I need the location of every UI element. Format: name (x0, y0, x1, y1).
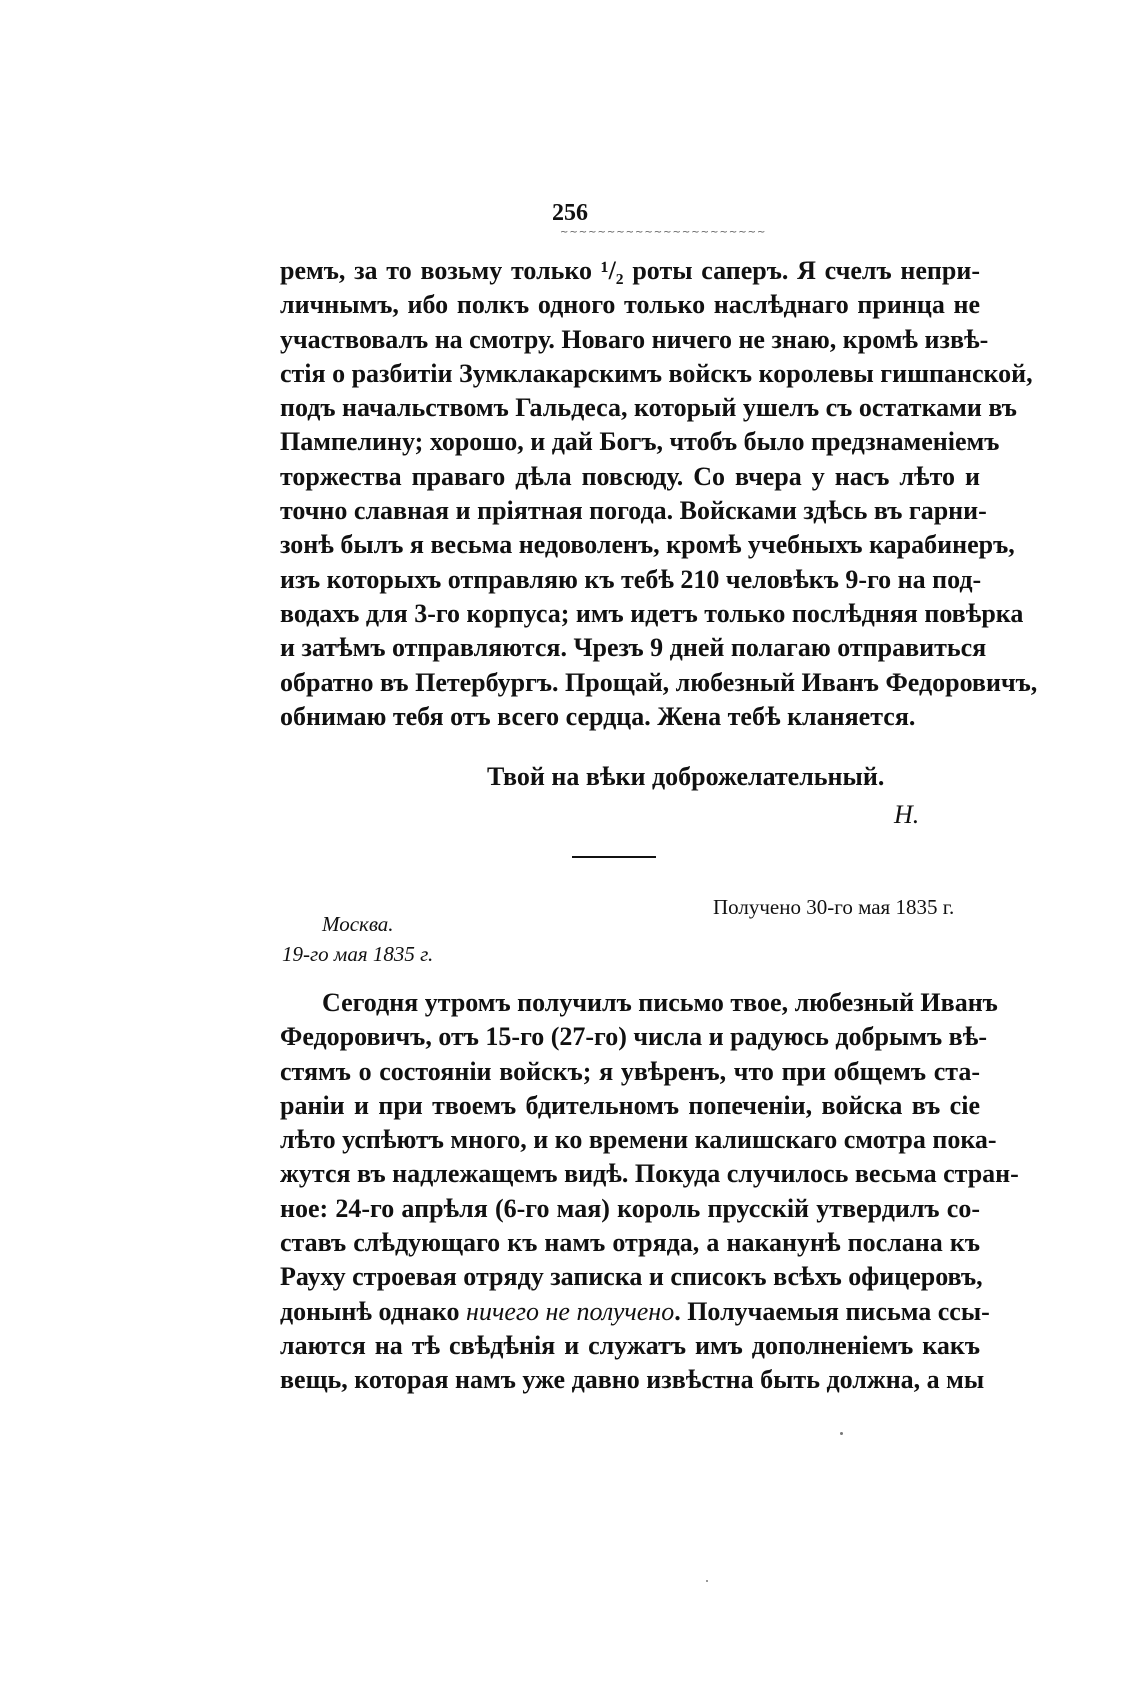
ornament-flourish: ~~~~~~~~~~~~~~~~~~~~~~ (560, 227, 767, 238)
text-line: жутся въ надлежащемъ видѣ. Покуда случилось весьма стран- (280, 1159, 1019, 1189)
text-line: ставъ слѣдующаго къ намъ отряда, а наканунѣ послана къ (280, 1228, 980, 1258)
text-line: лаются на тѣ свѣдѣнія и служатъ имъ дополненіемъ какъ (280, 1330, 980, 1360)
text-line: изъ которыхъ отправляю къ тебѣ 210 человѣкъ 9-го на под- (280, 564, 982, 594)
text-line: стія о разбитіи Зумклакарскимъ войскъ королевы гишпанской, (280, 358, 1033, 388)
letter-date: 19-го мая 1835 г. (282, 942, 434, 966)
text-line: водахъ для 3-го корпуса; имъ идетъ только послѣдняя повѣрка (280, 598, 1024, 628)
text-line: Рауху строевая отряду записка и списокъ всѣхъ офицеровъ, (280, 1262, 983, 1292)
page-number: 256 (552, 200, 588, 226)
closing-line: Твой на вѣки доброжелательный. (487, 762, 885, 791)
text-line: зонѣ былъ я весьма недоволенъ, кромѣ учебныхъ карабинеръ, (280, 530, 1015, 560)
text-line: личнымъ, ибо полкъ одного только наслѣднаго принца не (280, 290, 980, 320)
text-line (280, 1295, 990, 1329)
text-fragment: . Получаемыя письма ссы- (674, 1296, 990, 1326)
section-divider (572, 856, 656, 858)
received-note: Получено 30-го мая 1835 г. (713, 895, 955, 919)
text-fragment: донынѣ однако (280, 1296, 467, 1326)
signature-initial: Н. (894, 800, 920, 829)
paragraph-1 (280, 254, 1038, 734)
letter-place: Москва. (322, 912, 394, 936)
text-line: ное: 24-го апрѣля (6-го мая) король прусскій утвердилъ со- (280, 1193, 980, 1223)
text-line: обратно въ Петербургъ. Прощай, любезный Иванъ Федоровичъ, (280, 667, 1038, 697)
text-line: точно славная и пріятная погода. Войсками здѣсь въ гарни- (280, 496, 987, 526)
text-line: торжества праваго дѣла повсюду. Со вчера у насъ лѣто и (280, 461, 980, 491)
text-line: раніи и при твоемъ бдительномъ попеченіи, войска въ сіе (280, 1090, 980, 1120)
text-line: вещь, которая намъ уже давно извѣстна быть должна, а мы (280, 1365, 985, 1395)
text-line: Пампелину; хорошо, и дай Богъ, чтобъ было предзнаменіемъ (280, 427, 1000, 457)
paragraph-2 (280, 986, 1019, 1398)
italic-emphasis: ничего не получено (466, 1296, 675, 1326)
text-line: Федоровичъ, отъ 15-го (27-го) числа и радуюсь добрымъ вѣ- (280, 1022, 987, 1052)
text-line: Сегодня утромъ получилъ письмо твое, любезный Иванъ (322, 988, 998, 1017)
text-line: участвовалъ на смотру. Новаго ничего не знаю, кромѣ извѣ- (280, 324, 989, 354)
text-line: стямъ о состояніи войскъ; я увѣренъ, что при общемъ ста- (280, 1056, 980, 1086)
text-line: лѣто успѣютъ много, и ко времени калишскаго смотра пока- (280, 1125, 997, 1155)
print-speck (706, 1580, 708, 1582)
text-line: и затѣмъ отправляются. Чрезъ 9 дней полагаю отправиться (280, 633, 987, 663)
text-line: обнимаю тебя отъ всего сердца. Жена тебѣ кланяется. (280, 701, 916, 731)
print-speck (840, 1432, 843, 1435)
text-line: подъ начальствомъ Гальдеса, который ушелъ съ остатками въ (280, 393, 1017, 423)
text-line: ремъ, за то возьму только ¹/₂ роты саперъ. Я счелъ непри- (280, 256, 980, 285)
